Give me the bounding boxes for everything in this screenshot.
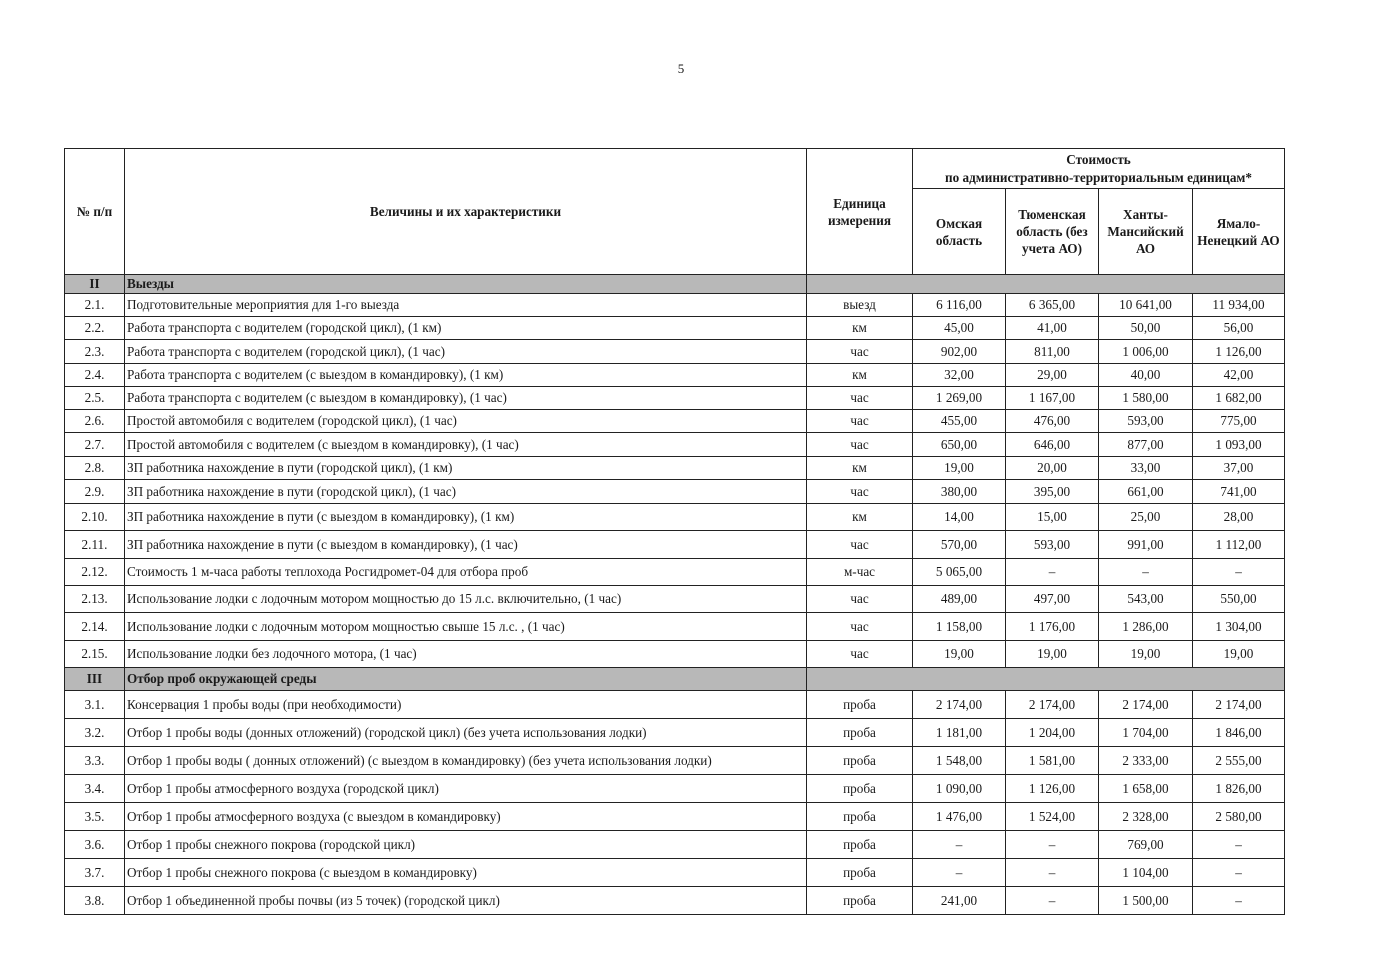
row-value: – — [1193, 887, 1285, 915]
row-value: 25,00 — [1099, 504, 1193, 531]
row-unit: проба — [807, 859, 913, 887]
header-region-yanao: Ямало-Ненецкий АО — [1193, 189, 1285, 275]
row-value: 1 269,00 — [913, 387, 1006, 410]
row-value: 1 126,00 — [1006, 775, 1099, 803]
row-value: 2 174,00 — [1193, 691, 1285, 719]
row-value: 1 093,00 — [1193, 433, 1285, 457]
row-unit: км — [807, 317, 913, 340]
row-value: 14,00 — [913, 504, 1006, 531]
header-cost-line1: Стоимость — [1066, 151, 1131, 167]
header-region-omsk: Омская область — [913, 189, 1006, 275]
row-name: Отбор 1 пробы атмосферного воздуха (с выездом в командировку) — [125, 803, 807, 831]
section-title: Отбор проб окружающей среды — [125, 668, 807, 691]
table-row — [65, 887, 1285, 915]
row-name: ЗП работника нахождение в пути (с выездом в командировку), (1 час) — [125, 531, 807, 559]
section-row — [65, 668, 1285, 691]
row-value: 40,00 — [1099, 364, 1193, 387]
row-name: Простой автомобиля с водителем (с выездом в командировку), (1 час) — [125, 433, 807, 457]
row-unit: м-час — [807, 559, 913, 586]
row-unit: проба — [807, 691, 913, 719]
row-value: 10 641,00 — [1099, 294, 1193, 317]
row-value: 19,00 — [1193, 641, 1285, 668]
row-value: 650,00 — [913, 433, 1006, 457]
row-name: ЗП работника нахождение в пути (с выездом в командировку), (1 км) — [125, 504, 807, 531]
row-num: 2.1. — [65, 294, 125, 317]
row-value: 2 174,00 — [1006, 691, 1099, 719]
row-value: 1 826,00 — [1193, 775, 1285, 803]
row-unit: проба — [807, 887, 913, 915]
row-value: 1 524,00 — [1006, 803, 1099, 831]
row-name: Работа транспорта с водителем (с выездом в командировку), (1 км) — [125, 364, 807, 387]
row-num: 2.4. — [65, 364, 125, 387]
section-num: II — [65, 275, 125, 294]
table-row — [65, 364, 1285, 387]
row-value: 811,00 — [1006, 340, 1099, 364]
row-unit: проба — [807, 747, 913, 775]
row-unit: проба — [807, 831, 913, 859]
row-num: 2.15. — [65, 641, 125, 668]
row-value: 1 006,00 — [1099, 340, 1193, 364]
row-value: 1 104,00 — [1099, 859, 1193, 887]
row-value: 1 476,00 — [913, 803, 1006, 831]
table-body — [65, 275, 1285, 915]
row-value: 1 846,00 — [1193, 719, 1285, 747]
row-value: 19,00 — [913, 641, 1006, 668]
row-value: 455,00 — [913, 410, 1006, 433]
row-value: – — [1006, 859, 1099, 887]
row-num: 3.4. — [65, 775, 125, 803]
row-num: 3.7. — [65, 859, 125, 887]
table-row — [65, 559, 1285, 586]
table-row — [65, 433, 1285, 457]
row-value: 593,00 — [1006, 531, 1099, 559]
row-name: Использование лодки с лодочным мотором мощностью до 15 л.с. включительно, (1 час) — [125, 586, 807, 613]
row-value: – — [1193, 859, 1285, 887]
row-value: 543,00 — [1099, 586, 1193, 613]
row-unit: проба — [807, 803, 913, 831]
row-num: 3.5. — [65, 803, 125, 831]
row-value: 1 112,00 — [1193, 531, 1285, 559]
row-name: Работа транспорта с водителем (с выездом в командировку), (1 час) — [125, 387, 807, 410]
row-unit: км — [807, 364, 913, 387]
row-value: – — [1006, 831, 1099, 859]
row-value: 28,00 — [1193, 504, 1285, 531]
row-value: 45,00 — [913, 317, 1006, 340]
table-row — [65, 613, 1285, 641]
row-num: 2.14. — [65, 613, 125, 641]
row-value: 380,00 — [913, 480, 1006, 504]
row-value: 29,00 — [1006, 364, 1099, 387]
table-row — [65, 803, 1285, 831]
row-value: 2 580,00 — [1193, 803, 1285, 831]
row-name: Использование лодки без лодочного мотора, (1 час) — [125, 641, 807, 668]
row-unit: час — [807, 613, 913, 641]
row-value: 2 328,00 — [1099, 803, 1193, 831]
row-value: 20,00 — [1006, 457, 1099, 480]
row-value: 19,00 — [1006, 641, 1099, 668]
row-name: Работа транспорта с водителем (городской цикл), (1 км) — [125, 317, 807, 340]
table-row — [65, 410, 1285, 433]
row-num: 2.5. — [65, 387, 125, 410]
row-num: 3.2. — [65, 719, 125, 747]
row-num: 2.9. — [65, 480, 125, 504]
row-name: Работа транспорта с водителем (городской цикл), (1 час) — [125, 340, 807, 364]
row-num: 2.11. — [65, 531, 125, 559]
section-fill — [807, 668, 1285, 691]
row-unit: час — [807, 480, 913, 504]
row-name: ЗП работника нахождение в пути (городской цикл), (1 час) — [125, 480, 807, 504]
row-num: 2.6. — [65, 410, 125, 433]
row-num: 2.10. — [65, 504, 125, 531]
row-value: – — [1099, 559, 1193, 586]
row-name: Отбор 1 пробы воды (донных отложений) (городской цикл) (без учета использования лодки) — [125, 719, 807, 747]
row-unit: час — [807, 387, 913, 410]
row-value: 1 500,00 — [1099, 887, 1193, 915]
row-name: Стоимость 1 м-часа работы теплохода Росгидромет-04 для отбора проб — [125, 559, 807, 586]
row-value: 741,00 — [1193, 480, 1285, 504]
table-row — [65, 747, 1285, 775]
row-value: 1 204,00 — [1006, 719, 1099, 747]
table-row — [65, 457, 1285, 480]
header-num: № п/п — [65, 149, 125, 275]
header-region-khmao: Ханты-Мансийский АО — [1099, 189, 1193, 275]
table-row — [65, 504, 1285, 531]
row-num: 2.3. — [65, 340, 125, 364]
row-value: 37,00 — [1193, 457, 1285, 480]
row-value: 1 126,00 — [1193, 340, 1285, 364]
row-value: 19,00 — [913, 457, 1006, 480]
row-value: 50,00 — [1099, 317, 1193, 340]
row-value: 2 333,00 — [1099, 747, 1193, 775]
row-value: 2 174,00 — [913, 691, 1006, 719]
row-unit: час — [807, 410, 913, 433]
row-value: 1 658,00 — [1099, 775, 1193, 803]
row-value: 775,00 — [1193, 410, 1285, 433]
row-value: 5 065,00 — [913, 559, 1006, 586]
row-value: 497,00 — [1006, 586, 1099, 613]
row-value: 42,00 — [1193, 364, 1285, 387]
table-row — [65, 831, 1285, 859]
table-row — [65, 719, 1285, 747]
row-unit: час — [807, 433, 913, 457]
row-value: 1 580,00 — [1099, 387, 1193, 410]
row-num: 2.2. — [65, 317, 125, 340]
row-unit: выезд — [807, 294, 913, 317]
row-unit: км — [807, 457, 913, 480]
row-value: 15,00 — [1006, 504, 1099, 531]
row-value: 56,00 — [1193, 317, 1285, 340]
row-value: 395,00 — [1006, 480, 1099, 504]
row-value: – — [1193, 559, 1285, 586]
row-num: 3.6. — [65, 831, 125, 859]
row-value: 476,00 — [1006, 410, 1099, 433]
section-row — [65, 275, 1285, 294]
header-cost — [913, 149, 1285, 189]
row-name: Отбор 1 объединенной пробы почвы (из 5 точек) (городской цикл) — [125, 887, 807, 915]
row-value: 1 090,00 — [913, 775, 1006, 803]
row-value: 2 174,00 — [1099, 691, 1193, 719]
row-value: 2 555,00 — [1193, 747, 1285, 775]
header-region-tyumen: Тюменская область (без учета АО) — [1006, 189, 1099, 275]
row-value: 646,00 — [1006, 433, 1099, 457]
table-row — [65, 294, 1285, 317]
row-num: 2.7. — [65, 433, 125, 457]
row-value: 33,00 — [1099, 457, 1193, 480]
row-name: ЗП работника нахождение в пути (городской цикл), (1 км) — [125, 457, 807, 480]
row-value: 1 704,00 — [1099, 719, 1193, 747]
row-value: 769,00 — [1099, 831, 1193, 859]
row-unit: час — [807, 586, 913, 613]
row-unit: час — [807, 340, 913, 364]
row-value: 550,00 — [1193, 586, 1285, 613]
row-value: 1 181,00 — [913, 719, 1006, 747]
row-value: 489,00 — [913, 586, 1006, 613]
table-row — [65, 859, 1285, 887]
row-unit: проба — [807, 775, 913, 803]
row-value: 661,00 — [1099, 480, 1193, 504]
row-unit: км — [807, 504, 913, 531]
row-value: 1 167,00 — [1006, 387, 1099, 410]
row-value: 1 158,00 — [913, 613, 1006, 641]
table-row — [65, 586, 1285, 613]
page-number: 5 — [677, 61, 685, 76]
row-unit: час — [807, 531, 913, 559]
row-num: 3.1. — [65, 691, 125, 719]
row-num: 3.8. — [65, 887, 125, 915]
header-unit: Единица измерения — [807, 149, 913, 275]
row-value: – — [913, 859, 1006, 887]
row-unit: час — [807, 641, 913, 668]
table-row — [65, 387, 1285, 410]
row-value: – — [1006, 559, 1099, 586]
price-table — [64, 148, 1285, 915]
row-value: – — [1193, 831, 1285, 859]
row-value: 1 176,00 — [1006, 613, 1099, 641]
row-value: 1 304,00 — [1193, 613, 1285, 641]
table-row — [65, 691, 1285, 719]
row-value: 902,00 — [913, 340, 1006, 364]
row-unit: проба — [807, 719, 913, 747]
row-value: 241,00 — [913, 887, 1006, 915]
row-num: 2.12. — [65, 559, 125, 586]
row-value: 19,00 — [1099, 641, 1193, 668]
row-value: 570,00 — [913, 531, 1006, 559]
table-row — [65, 641, 1285, 668]
row-name: Отбор 1 пробы снежного покрова (с выездом в командировку) — [125, 859, 807, 887]
row-name: Консервация 1 пробы воды (при необходимости) — [125, 691, 807, 719]
row-value: 32,00 — [913, 364, 1006, 387]
section-title: Выезды — [125, 275, 807, 294]
section-num: III — [65, 668, 125, 691]
table-row — [65, 480, 1285, 504]
row-value: 41,00 — [1006, 317, 1099, 340]
row-value: 991,00 — [1099, 531, 1193, 559]
row-name: Использование лодки с лодочным мотором мощностью свыше 15 л.с. , (1 час) — [125, 613, 807, 641]
row-num: 2.8. — [65, 457, 125, 480]
row-value: – — [913, 831, 1006, 859]
row-value: 6 116,00 — [913, 294, 1006, 317]
table-row — [65, 775, 1285, 803]
row-value: 1 581,00 — [1006, 747, 1099, 775]
table-row — [65, 317, 1285, 340]
row-name: Подготовительные мероприятия для 1-го выезда — [125, 294, 807, 317]
row-value: 593,00 — [1099, 410, 1193, 433]
row-name: Отбор 1 пробы снежного покрова (городской цикл) — [125, 831, 807, 859]
section-fill — [807, 275, 1285, 294]
row-value: – — [1006, 887, 1099, 915]
row-value: 11 934,00 — [1193, 294, 1285, 317]
row-num: 2.13. — [65, 586, 125, 613]
table-row — [65, 340, 1285, 364]
header-cost-line2: по административно-территориальным единицам* — [945, 169, 1252, 185]
row-value: 1 548,00 — [913, 747, 1006, 775]
row-name: Простой автомобиля с водителем (городской цикл), (1 час) — [125, 410, 807, 433]
header-name: Величины и их характеристики — [125, 149, 807, 275]
row-value: 1 682,00 — [1193, 387, 1285, 410]
row-num: 3.3. — [65, 747, 125, 775]
table-row — [65, 531, 1285, 559]
row-value: 1 286,00 — [1099, 613, 1193, 641]
row-name: Отбор 1 пробы воды ( донных отложений) (с выездом в командировку) (без учета использования лодки) — [125, 747, 807, 775]
row-name: Отбор 1 пробы атмосферного воздуха (городской цикл) — [125, 775, 807, 803]
row-value: 877,00 — [1099, 433, 1193, 457]
row-value: 6 365,00 — [1006, 294, 1099, 317]
